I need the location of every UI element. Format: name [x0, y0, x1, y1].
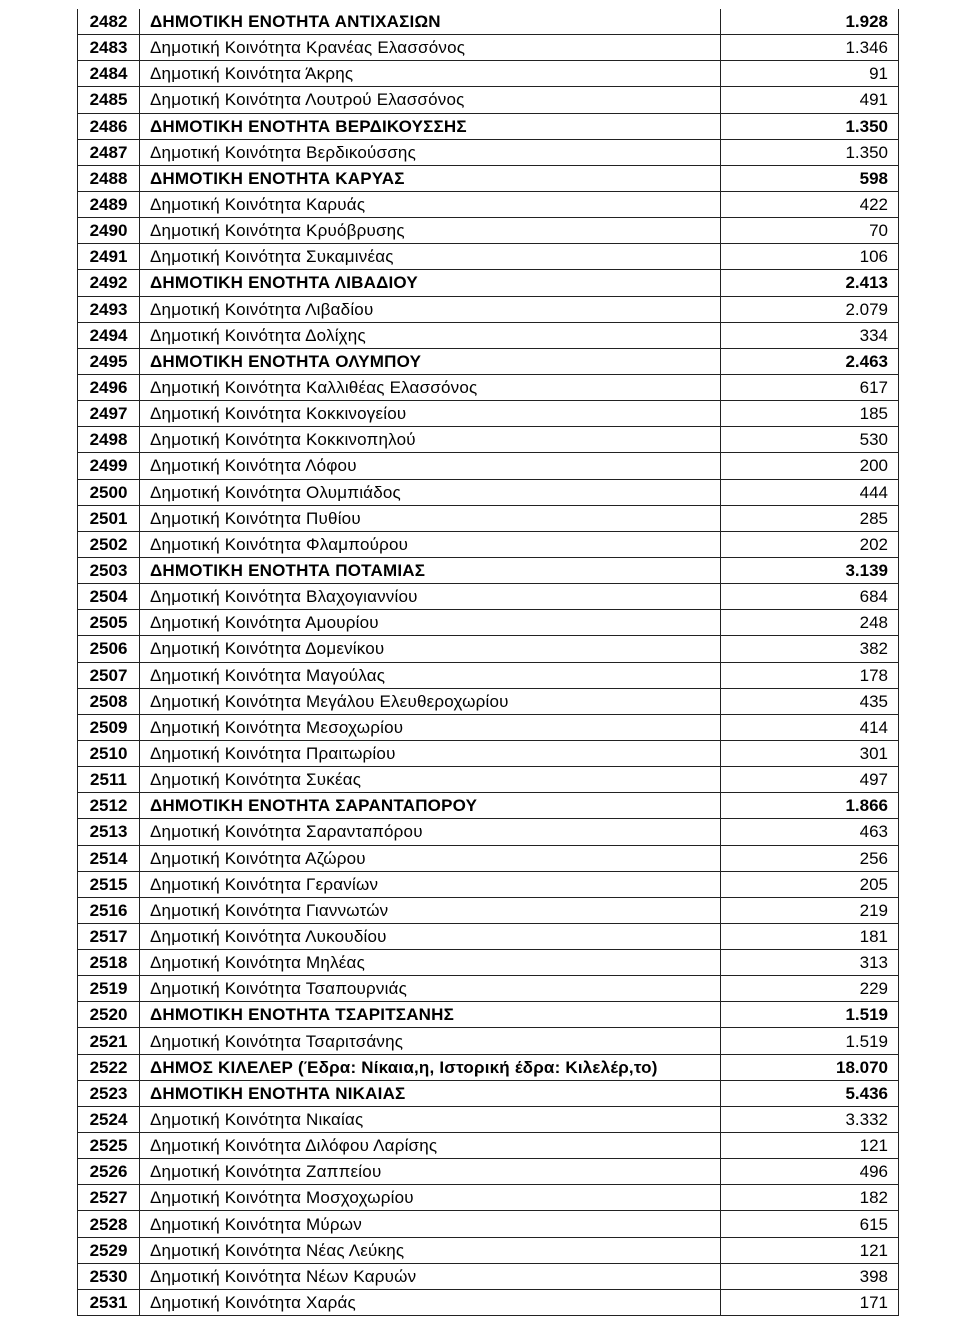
unit-name: Δημοτική Κοινότητα Δομενίκου [140, 636, 721, 662]
population-value: 2.463 [721, 348, 899, 374]
table-row [78, 218, 899, 244]
population-value: 382 [721, 636, 899, 662]
table-row [78, 479, 899, 505]
unit-name: Δημοτική Κοινότητα Ολυμπιάδος [140, 479, 721, 505]
unit-name: Δημοτική Κοινότητα Γιαννωτών [140, 897, 721, 923]
table-row [78, 1080, 899, 1106]
row-number: 2487 [78, 139, 140, 165]
unit-name: Δημοτική Κοινότητα Πυθίου [140, 505, 721, 531]
row-number: 2503 [78, 557, 140, 583]
row-number: 2508 [78, 688, 140, 714]
row-number: 2485 [78, 87, 140, 113]
unit-name: Δημοτική Κοινότητα Αμουρίου [140, 610, 721, 636]
row-number: 2507 [78, 662, 140, 688]
population-value: 1.350 [721, 139, 899, 165]
table-row [78, 1263, 899, 1289]
table-row [78, 1028, 899, 1054]
table-row [78, 505, 899, 531]
row-number: 2493 [78, 296, 140, 322]
table-row [78, 688, 899, 714]
row-number: 2483 [78, 35, 140, 61]
population-value: 91 [721, 61, 899, 87]
population-value: 171 [721, 1289, 899, 1315]
table-row [78, 139, 899, 165]
unit-name-heading: ΔΗΜΟΤΙΚΗ ΕΝΟΤΗΤΑ ΒΕΡΔΙΚΟΥΣΣΗΣ [140, 113, 721, 139]
population-value: 202 [721, 531, 899, 557]
table-row [78, 950, 899, 976]
row-number: 2490 [78, 218, 140, 244]
row-number: 2520 [78, 1002, 140, 1028]
unit-name: Δημοτική Κοινότητα Μεγάλου Ελευθεροχωρίου [140, 688, 721, 714]
population-value: 248 [721, 610, 899, 636]
row-number: 2495 [78, 348, 140, 374]
row-number: 2497 [78, 401, 140, 427]
row-number: 2526 [78, 1159, 140, 1185]
row-number: 2518 [78, 950, 140, 976]
row-number: 2524 [78, 1106, 140, 1132]
unit-name: Δημοτική Κοινότητα Τσαπουρνιάς [140, 976, 721, 1002]
row-number: 2528 [78, 1211, 140, 1237]
table-row [78, 636, 899, 662]
population-value: 185 [721, 401, 899, 427]
row-number: 2522 [78, 1054, 140, 1080]
population-value: 200 [721, 453, 899, 479]
population-value: 229 [721, 976, 899, 1002]
table-row [78, 244, 899, 270]
table-row [78, 845, 899, 871]
table-row [78, 374, 899, 400]
table-row [78, 923, 899, 949]
population-value: 497 [721, 767, 899, 793]
row-number: 2514 [78, 845, 140, 871]
row-number: 2519 [78, 976, 140, 1002]
table-row [78, 584, 899, 610]
row-number: 2511 [78, 767, 140, 793]
table-row [78, 714, 899, 740]
table-row [78, 453, 899, 479]
row-number: 2513 [78, 819, 140, 845]
row-number: 2521 [78, 1028, 140, 1054]
row-number: 2512 [78, 793, 140, 819]
population-value: 463 [721, 819, 899, 845]
table-row [78, 1237, 899, 1263]
population-value: 1.519 [721, 1028, 899, 1054]
row-number: 2489 [78, 191, 140, 217]
table-row [78, 531, 899, 557]
population-value: 530 [721, 427, 899, 453]
row-number: 2516 [78, 897, 140, 923]
row-number: 2505 [78, 610, 140, 636]
table-row [78, 427, 899, 453]
row-number: 2494 [78, 322, 140, 348]
row-number: 2523 [78, 1080, 140, 1106]
unit-name: Δημοτική Κοινότητα Νέων Καρυών [140, 1263, 721, 1289]
table-row [78, 35, 899, 61]
unit-name: Δημοτική Κοινότητα Κρανέας Ελασσόνος [140, 35, 721, 61]
population-value: 615 [721, 1211, 899, 1237]
population-value: 2.079 [721, 296, 899, 322]
unit-name-heading: ΔΗΜΟΣ ΚΙΛΕΛΕΡ (Έδρα: Νίκαια,η, Ιστορική έδρα: Κιλελέρ,το) [140, 1054, 721, 1080]
row-number: 2509 [78, 714, 140, 740]
population-value: 3.139 [721, 557, 899, 583]
row-number: 2504 [78, 584, 140, 610]
row-number: 2527 [78, 1185, 140, 1211]
unit-name-heading: ΔΗΜΟΤΙΚΗ ΕΝΟΤΗΤΑ ΤΣΑΡΙΤΣΑΝΗΣ [140, 1002, 721, 1028]
population-value: 598 [721, 165, 899, 191]
table-row [78, 1106, 899, 1132]
row-number: 2501 [78, 505, 140, 531]
population-value: 313 [721, 950, 899, 976]
population-value: 178 [721, 662, 899, 688]
population-value: 18.070 [721, 1054, 899, 1080]
unit-name: Δημοτική Κοινότητα Μηλέας [140, 950, 721, 976]
table-row [78, 976, 899, 1002]
table-row [78, 740, 899, 766]
table-body [78, 9, 899, 1316]
row-number: 2525 [78, 1133, 140, 1159]
table-row [78, 662, 899, 688]
unit-name: Δημοτική Κοινότητα Δολίχης [140, 322, 721, 348]
row-number: 2492 [78, 270, 140, 296]
unit-name-heading: ΔΗΜΟΤΙΚΗ ΕΝΟΤΗΤΑ ΛΙΒΑΔΙΟΥ [140, 270, 721, 296]
unit-name: Δημοτική Κοινότητα Λουτρού Ελασσόνος [140, 87, 721, 113]
population-value: 301 [721, 740, 899, 766]
unit-name-heading: ΔΗΜΟΤΙΚΗ ΕΝΟΤΗΤΑ ΠΟΤΑΜΙΑΣ [140, 557, 721, 583]
table-row [78, 322, 899, 348]
population-value: 5.436 [721, 1080, 899, 1106]
unit-name: Δημοτική Κοινότητα Κοκκινογείου [140, 401, 721, 427]
table-row [78, 1002, 899, 1028]
table-row [78, 9, 899, 35]
population-value: 334 [721, 322, 899, 348]
unit-name: Δημοτική Κοινότητα Διλόφου Λαρίσης [140, 1133, 721, 1159]
unit-name: Δημοτική Κοινότητα Κοκκινοπηλού [140, 427, 721, 453]
population-value: 205 [721, 871, 899, 897]
table-row [78, 1054, 899, 1080]
table-row [78, 270, 899, 296]
unit-name: Δημοτική Κοινότητα Άκρης [140, 61, 721, 87]
row-number: 2496 [78, 374, 140, 400]
table-row [78, 401, 899, 427]
table-row [78, 610, 899, 636]
row-number: 2515 [78, 871, 140, 897]
table-row [78, 113, 899, 139]
unit-name: Δημοτική Κοινότητα Μαγούλας [140, 662, 721, 688]
unit-name: Δημοτική Κοινότητα Λόφου [140, 453, 721, 479]
row-number: 2531 [78, 1289, 140, 1315]
unit-name: Δημοτική Κοινότητα Ζαππείου [140, 1159, 721, 1185]
table-row [78, 793, 899, 819]
unit-name: Δημοτική Κοινότητα Μύρων [140, 1211, 721, 1237]
unit-name: Δημοτική Κοινότητα Γερανίων [140, 871, 721, 897]
row-number: 2502 [78, 531, 140, 557]
population-value: 398 [721, 1263, 899, 1289]
unit-name: Δημοτική Κοινότητα Τσαριτσάνης [140, 1028, 721, 1054]
unit-name: Δημοτική Κοινότητα Φλαμπούρου [140, 531, 721, 557]
table-row [78, 165, 899, 191]
population-table [77, 9, 899, 1316]
unit-name: Δημοτική Κοινότητα Σαρανταπόρου [140, 819, 721, 845]
population-value: 422 [721, 191, 899, 217]
table-row [78, 897, 899, 923]
unit-name: Δημοτική Κοινότητα Μοσχοχωρίου [140, 1185, 721, 1211]
unit-name: Δημοτική Κοινότητα Μεσοχωρίου [140, 714, 721, 740]
unit-name-heading: ΔΗΜΟΤΙΚΗ ΕΝΟΤΗΤΑ ΝΙΚΑΙΑΣ [140, 1080, 721, 1106]
row-number: 2506 [78, 636, 140, 662]
row-number: 2486 [78, 113, 140, 139]
table-row [78, 348, 899, 374]
unit-name: Δημοτική Κοινότητα Βερδικούσσης [140, 139, 721, 165]
population-value: 414 [721, 714, 899, 740]
population-value: 684 [721, 584, 899, 610]
row-number: 2488 [78, 165, 140, 191]
row-number: 2529 [78, 1237, 140, 1263]
table-row [78, 87, 899, 113]
population-value: 617 [721, 374, 899, 400]
row-number: 2482 [78, 9, 140, 35]
row-number: 2510 [78, 740, 140, 766]
unit-name: Δημοτική Κοινότητα Λυκουδίου [140, 923, 721, 949]
population-value: 70 [721, 218, 899, 244]
table-row [78, 296, 899, 322]
table-row [78, 191, 899, 217]
unit-name: Δημοτική Κοινότητα Βλαχογιαννίου [140, 584, 721, 610]
population-value: 285 [721, 505, 899, 531]
population-value: 106 [721, 244, 899, 270]
population-value: 3.332 [721, 1106, 899, 1132]
unit-name: Δημοτική Κοινότητα Χαράς [140, 1289, 721, 1315]
population-value: 1.519 [721, 1002, 899, 1028]
row-number: 2530 [78, 1263, 140, 1289]
table-row [78, 1185, 899, 1211]
population-value: 1.346 [721, 35, 899, 61]
table-row [78, 871, 899, 897]
population-value: 181 [721, 923, 899, 949]
population-value: 256 [721, 845, 899, 871]
population-value: 1.928 [721, 9, 899, 35]
population-value: 444 [721, 479, 899, 505]
table-row [78, 61, 899, 87]
unit-name-heading: ΔΗΜΟΤΙΚΗ ΕΝΟΤΗΤΑ ΑΝΤΙΧΑΣΙΩΝ [140, 9, 721, 35]
population-value: 121 [721, 1133, 899, 1159]
unit-name: Δημοτική Κοινότητα Λιβαδίου [140, 296, 721, 322]
table-row [78, 557, 899, 583]
unit-name: Δημοτική Κοινότητα Πραιτωρίου [140, 740, 721, 766]
table-row [78, 1159, 899, 1185]
table-row [78, 1211, 899, 1237]
population-value: 496 [721, 1159, 899, 1185]
unit-name: Δημοτική Κοινότητα Καρυάς [140, 191, 721, 217]
unit-name: Δημοτική Κοινότητα Καλλιθέας Ελασσόνος [140, 374, 721, 400]
table-row [78, 1133, 899, 1159]
population-value: 1.866 [721, 793, 899, 819]
row-number: 2517 [78, 923, 140, 949]
unit-name: Δημοτική Κοινότητα Νέας Λεύκης [140, 1237, 721, 1263]
row-number: 2491 [78, 244, 140, 270]
unit-name-heading: ΔΗΜΟΤΙΚΗ ΕΝΟΤΗΤΑ ΚΑΡΥΑΣ [140, 165, 721, 191]
table-row [78, 1289, 899, 1315]
unit-name: Δημοτική Κοινότητα Αζώρου [140, 845, 721, 871]
table-row [78, 767, 899, 793]
population-value: 219 [721, 897, 899, 923]
unit-name-heading: ΔΗΜΟΤΙΚΗ ΕΝΟΤΗΤΑ ΣΑΡΑΝΤΑΠΟΡΟΥ [140, 793, 721, 819]
row-number: 2500 [78, 479, 140, 505]
row-number: 2499 [78, 453, 140, 479]
unit-name: Δημοτική Κοινότητα Συκαμινέας [140, 244, 721, 270]
unit-name-heading: ΔΗΜΟΤΙΚΗ ΕΝΟΤΗΤΑ ΟΛΥΜΠΟΥ [140, 348, 721, 374]
table-row [78, 819, 899, 845]
population-value: 121 [721, 1237, 899, 1263]
row-number: 2498 [78, 427, 140, 453]
population-value: 1.350 [721, 113, 899, 139]
population-value: 491 [721, 87, 899, 113]
population-value: 2.413 [721, 270, 899, 296]
unit-name: Δημοτική Κοινότητα Κρυόβρυσης [140, 218, 721, 244]
unit-name: Δημοτική Κοινότητα Συκέας [140, 767, 721, 793]
population-value: 435 [721, 688, 899, 714]
row-number: 2484 [78, 61, 140, 87]
unit-name: Δημοτική Κοινότητα Νικαίας [140, 1106, 721, 1132]
population-value: 182 [721, 1185, 899, 1211]
